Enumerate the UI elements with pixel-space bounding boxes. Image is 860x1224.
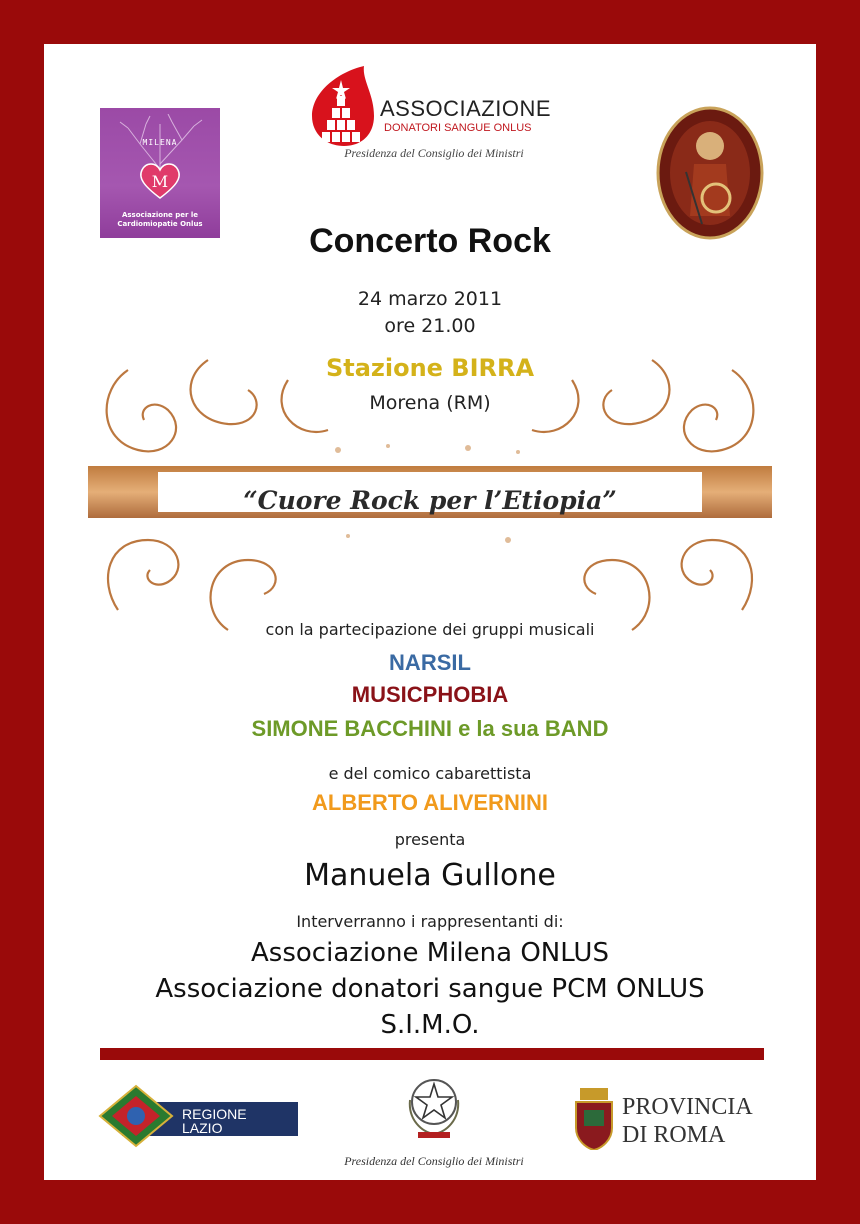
ads-presidency: Presidenza del Consiglio dei Ministri [344, 146, 524, 160]
speaker-milena: Associazione Milena ONLUS [251, 938, 609, 968]
speakers-intro: Interverranno i rappresentanti di: [296, 912, 564, 931]
blood-drop-logo-icon [304, 64, 380, 148]
comic-intro: e del comico cabarettista [328, 764, 532, 783]
presidency-logo [306, 1066, 562, 1178]
divider-rule [100, 1048, 764, 1060]
ads-logo [304, 64, 564, 174]
milena-name: MILENA [142, 138, 178, 147]
event-banner: “Cuore Rock per l’Etiopia” [243, 486, 617, 515]
milena-letter: M [151, 172, 169, 191]
roma-crest-icon [572, 1088, 616, 1150]
presenter-name: Manuela Gullone [304, 858, 556, 893]
presents-label: presenta [394, 830, 466, 849]
event-date: 24 marzo 2011 [357, 288, 503, 310]
event-venue: Stazione BIRRA [325, 354, 535, 382]
italian-emblem-icon [404, 1070, 464, 1142]
ads-subtitle: DONATORI SANGUE ONLUS [384, 122, 532, 134]
event-location: Morena (RM) [369, 392, 491, 414]
poster-sheet [44, 44, 816, 1180]
footer-presidency: Presidenza del Consiglio dei Ministri [344, 1154, 524, 1168]
milena-logo [100, 108, 220, 238]
band-simone-bacchini: SIMONE BACCHINI e la sua BAND [251, 716, 609, 741]
comic-name: ALBERTO ALIVERNINI [312, 790, 548, 815]
region-line2: LAZIO [182, 1120, 223, 1136]
milena-subtitle-line2: Cardiomiopatie Onlus [117, 220, 203, 228]
region-line1: REGIONE [182, 1106, 247, 1122]
ads-title: ASSOCIAZIONE [380, 96, 552, 121]
milena-subtitle-line1: Associazione per le [121, 211, 199, 219]
performers-intro: con la partecipazione dei gruppi musicali [265, 620, 595, 639]
lazio-crest-icon [98, 1084, 174, 1148]
provincia-roma-logo [572, 1088, 772, 1158]
band-narsil: NARSIL [389, 650, 471, 675]
province-line2: DI ROMA [622, 1122, 726, 1148]
event-title: Concerto Rock [309, 222, 551, 260]
event-time: ore 21.00 [384, 315, 476, 337]
heart-icon [138, 160, 182, 200]
band-musicphobia: MUSICPHOBIA [351, 682, 509, 707]
province-line1: PROVINCIA [622, 1094, 753, 1120]
simo-medal-icon [656, 106, 764, 240]
speaker-ads-pcm: Associazione donatori sangue PCM ONLUS [155, 974, 705, 1004]
regione-lazio-logo [98, 1084, 298, 1148]
speaker-simo: S.I.M.O. [380, 1010, 480, 1040]
